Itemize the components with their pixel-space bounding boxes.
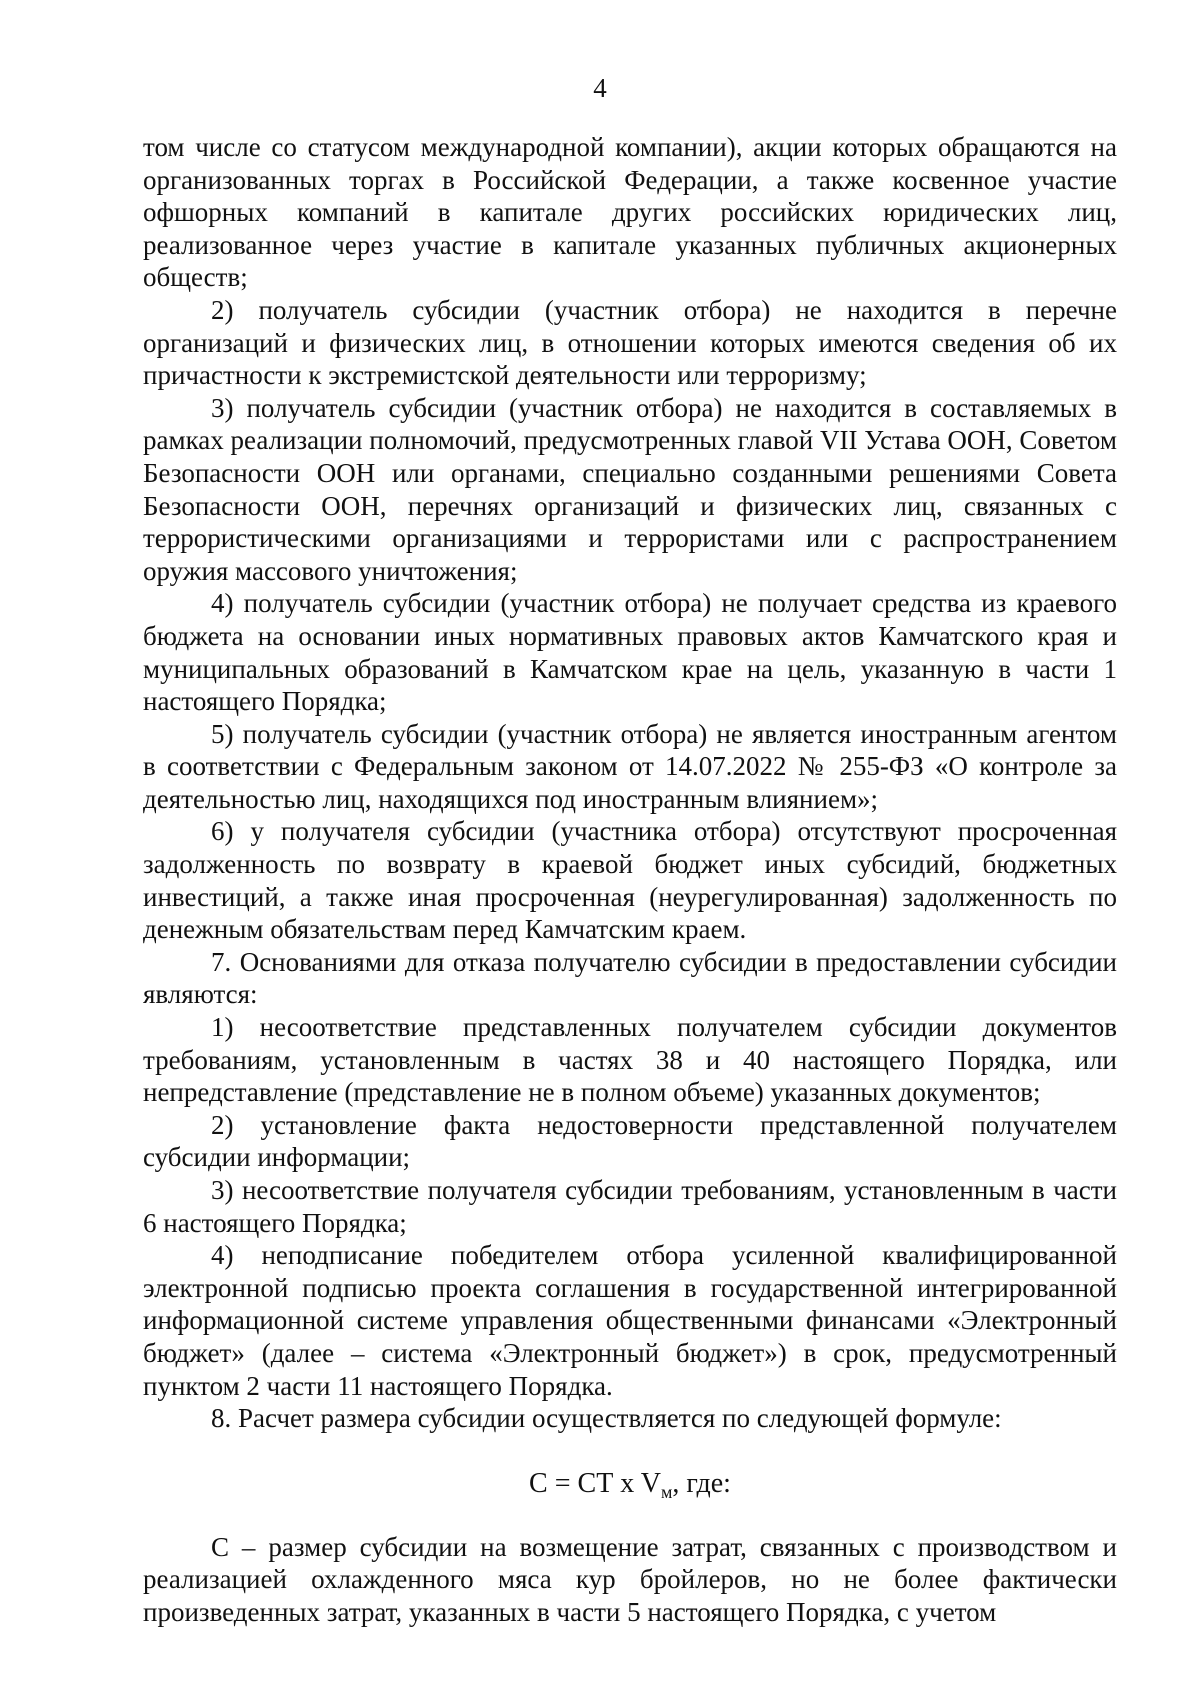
paragraph-item-2: 2) получатель субсидии (участник отбора) не находится в перечне организаций и физических лиц, в отношении которых имеются сведения об их причастности к экстремистской деятельности или терроризму; <box>143 294 1117 391</box>
paragraph-section-8: 8. Расчет размера субсидии осуществляется по следующей формуле: <box>211 1403 1002 1434</box>
subsidy-formula <box>143 1467 1117 1501</box>
paragraph-section-7: 7. Основаниями для отказа получателю субсидии в предоставлении субсидии являются: <box>143 946 1117 1010</box>
paragraph-item-6: 6) у получателя субсидии (участника отбора) отсутствуют просроченная задолженность по возврату в краевой бюджет иных субсидий, бюджетных инвестиций, а также иная просроченная (неурегулированная) задолженность по денежным обязательствам перед Камчатским краем. <box>143 816 1117 945</box>
formula-main: С = СТ x V <box>529 1467 662 1499</box>
paragraph-continuation: том числе со статусом международной компании), акции которых обращаются на организованных торгах в Российской Федерации, а также косвенное участие офшорных компаний в капитале других российских юридических лиц, реализованное через участие в капитале указанных публичных акционерных обществ; <box>143 132 1117 293</box>
page-number: 4 <box>593 73 607 103</box>
document-body <box>143 131 1117 1629</box>
paragraph-item-3: 3) получатель субсидии (участник отбора) не находится в составляемых в рамках реализации полномочий, предусмотренных главой VII Устава ООН, Советом Безопасности ООН или органами, специально созданными решениями Совета Безопасности ООН, перечнях организаций и физических лиц, связанных с террористическими организациями и террористами или с распространением оружия массового уничтожения; <box>143 392 1117 586</box>
paragraph-section-7-item-2: 2) установление факта недостоверности представленной получателем субсидии информации; <box>143 1109 1117 1173</box>
paragraph-section-7-item-1: 1) несоответствие представленных получателем субсидии документов требованиям, установленным в частях 38 и 40 настоящего Порядка, или непредставление (представление не в полном объеме) указанных документов; <box>143 1012 1117 1108</box>
paragraph-item-5: 5) получатель субсидии (участник отбора) не является иностранным агентом в соответствии с Федеральным законом от 14.07.2022 № 255-ФЗ «О контроле за деятельностью лиц, находящихся под иностранным влиянием»; <box>143 718 1117 814</box>
paragraph-formula-definition: С – размер субсидии на возмещение затрат, связанных с производством и реализацией охлажденного мяса кур бройлеров, но не более фактически произведенных затрат, указанных в части 5 настоящего Порядка, с учетом <box>143 1531 1117 1627</box>
formula-subscript: м <box>661 1481 673 1502</box>
formula-suffix: , где: <box>672 1467 731 1499</box>
paragraph-item-4: 4) получатель субсидии (участник отбора) не получает средства из краевого бюджета на основании иных нормативных правовых актов Камчатского края и муниципальных образований в Камчатском крае на цель, указанную в части 1 настоящего Порядка; <box>143 588 1117 717</box>
paragraph-section-7-item-4: 4) неподписание победителем отбора усиленной квалифицированной электронной подписью проекта соглашения в государственной интегрированной информационной системе управления общественными финансами «Электронный бюджет» (далее – система «Электронный бюджет») в срок, предусмотренный пунктом 2 части 11 настоящего Порядка. <box>143 1240 1117 1401</box>
paragraph-section-7-item-3: 3) несоответствие получателя субсидии требованиям, установленным в части 6 настоящего Порядка; <box>143 1175 1117 1238</box>
